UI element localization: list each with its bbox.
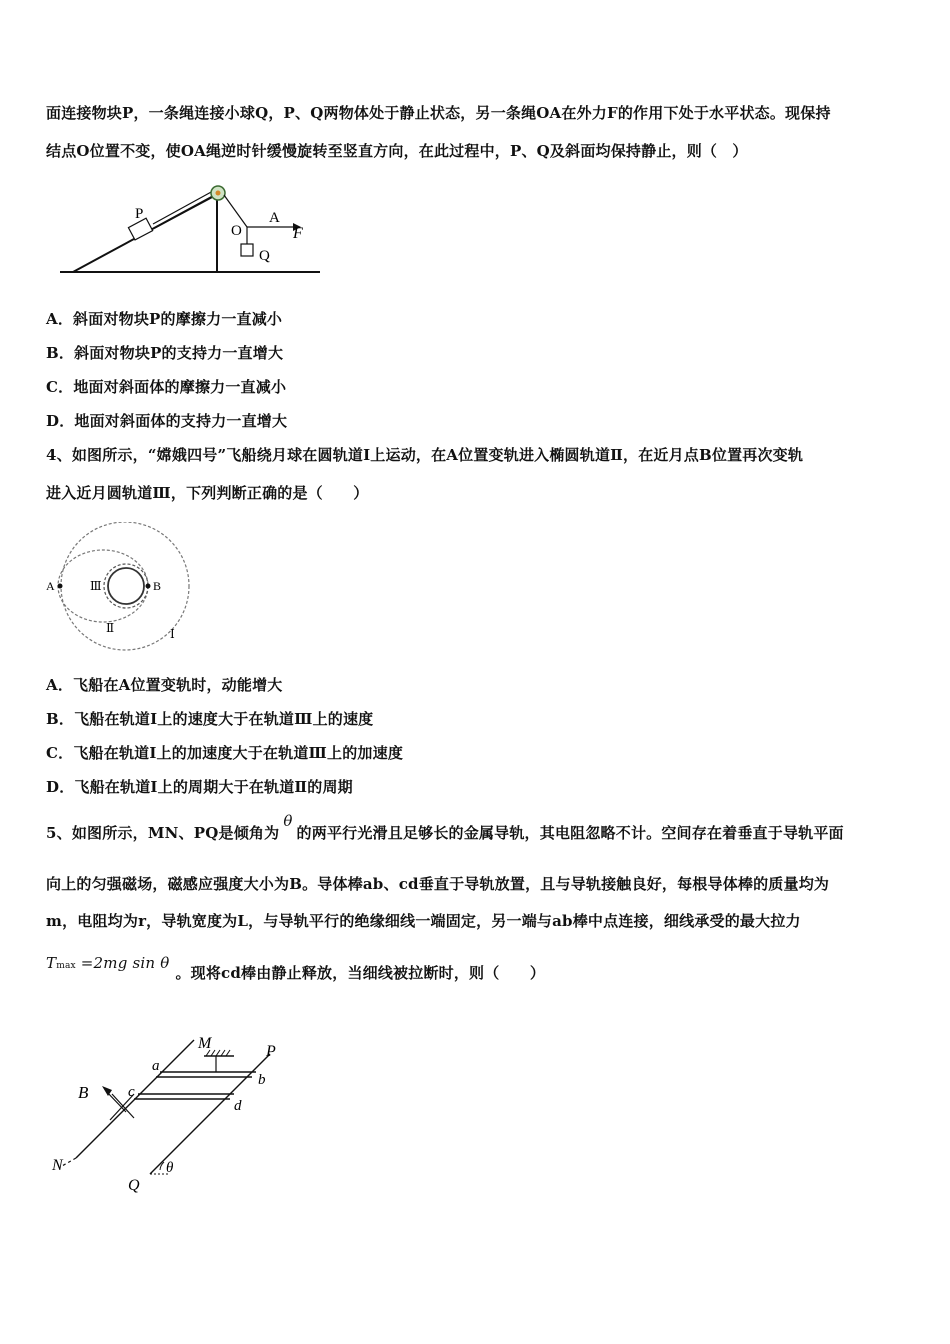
q3-option-b: B．斜面对物块P的支持力一直增大 <box>46 344 284 362</box>
label-f: F <box>293 225 303 242</box>
q3-option-a: A．斜面对物块P的摩擦力一直减小 <box>46 310 283 328</box>
q4-stem-line1: 4、如图所示，“嫦娥四号”飞船绕月球在圆轨道Ⅰ上运动，在A位置变轨进入椭圆轨道Ⅱ，在近月点B位置再次变轨 <box>46 446 804 464</box>
label-d: d <box>234 1098 242 1114</box>
q5-stem-line1-a: 5、如图所示，MN、PQ是倾角为 <box>46 824 280 842</box>
label-a: A <box>46 579 55 593</box>
q5-rails-figure <box>48 1030 298 1200</box>
q4-option-d: D．飞船在轨道Ⅰ上的周期大于在轨道Ⅱ的周期 <box>46 778 353 796</box>
label-q: Q <box>128 1177 140 1194</box>
ball-q <box>241 244 253 256</box>
q3-intro-line2: 结点O位置不变，使OA绳逆时针缓慢旋转至竖直方向，在此过程中，P、Q及斜面均保持静止，则（ ） <box>46 142 748 160</box>
q4-option-c: C．飞船在轨道Ⅰ上的加速度大于在轨道Ⅲ上的加速度 <box>46 744 404 762</box>
q5-stem-line1-b: 的两平行光滑且足够长的金属导轨，其电阻忽略不计。空间存在着垂直于导轨平面 <box>296 824 844 842</box>
q4-orbit-figure <box>40 522 200 654</box>
b-arrow-head <box>102 1086 112 1096</box>
theta-symbol: θ <box>283 812 293 830</box>
label-theta: θ <box>166 1160 174 1176</box>
rope-p-2 <box>155 196 215 228</box>
label-orbit-3: Ⅲ <box>90 579 102 593</box>
q3-incline-figure <box>55 180 325 280</box>
point-a <box>58 584 63 589</box>
label-b-field: B <box>78 1083 89 1102</box>
label-orbit-1: Ⅰ <box>170 627 175 641</box>
label-a: A <box>269 210 280 226</box>
formula-tmax: Tmax =2mg sin θ <box>46 954 170 972</box>
point-b <box>146 584 151 589</box>
q3-intro-line1: 面连接物块P，一条绳连接小球Q，P、Q两物体处于静止状态，另一条绳OA在外力F的作用下处于水平状态。现保持 <box>46 104 831 122</box>
label-q: Q <box>259 248 270 264</box>
pulley-center <box>216 191 221 196</box>
rail-mn-dash <box>62 1158 76 1166</box>
label-a: a <box>152 1058 160 1074</box>
label-b: b <box>258 1072 266 1088</box>
label-p: P <box>266 1043 276 1060</box>
q3-option-c: C．地面对斜面体的摩擦力一直减小 <box>46 378 287 396</box>
q4-option-a: A．飞船在A位置变轨时，动能增大 <box>46 676 283 694</box>
label-c: c <box>128 1084 135 1100</box>
q5-stem-line4: Tmax =2mg sin θ。现将cd棒由静止释放，当细线被拉断时，则（ ） <box>46 954 546 982</box>
moon <box>108 568 144 604</box>
q5-stem-line2: 向上的匀强磁场，磁感应强度大小为B。导体棒ab、cd垂直于导轨放置，且与导轨接触良好，每根导体棒的质量均为 <box>46 875 830 893</box>
q3-option-d: D．地面对斜面体的支持力一直增大 <box>46 412 288 430</box>
q4-stem-line2: 进入近月圆轨道Ⅲ，下列判断正确的是（ ） <box>46 484 369 502</box>
label-n: N <box>52 1157 63 1174</box>
label-m: M <box>198 1035 212 1052</box>
q5-stem-line1 <box>46 812 844 843</box>
rope-p <box>153 191 213 224</box>
b-arrow-shaft <box>106 1091 126 1112</box>
label-b: B <box>153 579 162 593</box>
q4-option-b: B．飞船在轨道Ⅰ上的速度大于在轨道Ⅲ上的速度 <box>46 710 374 728</box>
label-o: O <box>231 223 242 239</box>
label-p: P <box>135 206 144 222</box>
q5-stem-line3: m，电阻均为r，导轨宽度为L，与导轨平行的绝缘细线一端固定，另一端与ab棒中点连接，细线承受的最大拉力 <box>46 912 801 930</box>
label-orbit-2: Ⅱ <box>106 621 115 635</box>
